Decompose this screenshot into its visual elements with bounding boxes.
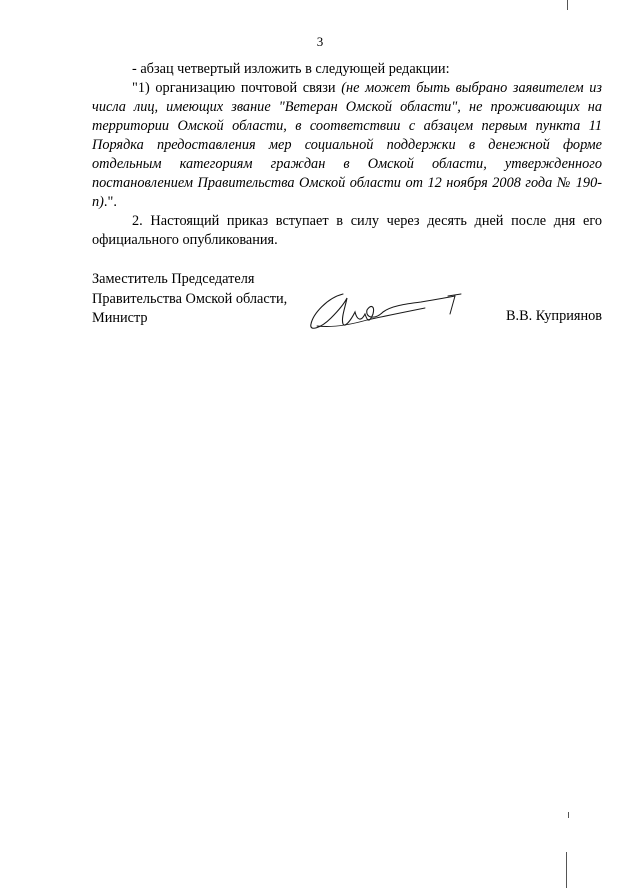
amendment-text-italic: (не может быть выбрано заявителем из числа лиц, имеющих звание "Ветеран Омской области", не проживающих на территории Омской области, в соответствии с абзацем первым пункта 11 Порядка предоставления мер социальной поддержки в денежной форме отдельным категориям граждан в Омской области, утвержденного постановлением Правительства Омской области от 12 ноября 2008 года № 190-п): [92, 80, 602, 210]
signatory-title: [92, 270, 287, 329]
document-body: [92, 60, 602, 250]
scan-edge-mark-top: [567, 0, 568, 10]
signatory-title-line-2: Правительства Омской области,: [92, 290, 288, 307]
handwritten-signature: [305, 284, 465, 344]
scan-edge-mark-bottom-2: [566, 852, 567, 888]
scan-edge-mark-bottom: [568, 812, 569, 818]
amendment-text-end: .".: [103, 194, 117, 210]
signatory-title-line-1: Заместитель Председателя: [92, 271, 255, 287]
amendment-text-plain: "1) организацию почтовой связи: [132, 80, 342, 96]
signatory-title-line-3: Министр: [92, 310, 148, 326]
paragraph-amendment-intro: - абзац четвертый изложить в следующей редакции:: [132, 61, 450, 77]
signatory-name: В.В. Куприянов: [506, 308, 602, 324]
paragraph-amendment-text: [92, 79, 602, 212]
page-number: 3: [316, 34, 324, 49]
paragraph-effective-date: 2. Настоящий приказ вступает в силу через десять дней после дня его официального опубликования.: [92, 213, 602, 248]
